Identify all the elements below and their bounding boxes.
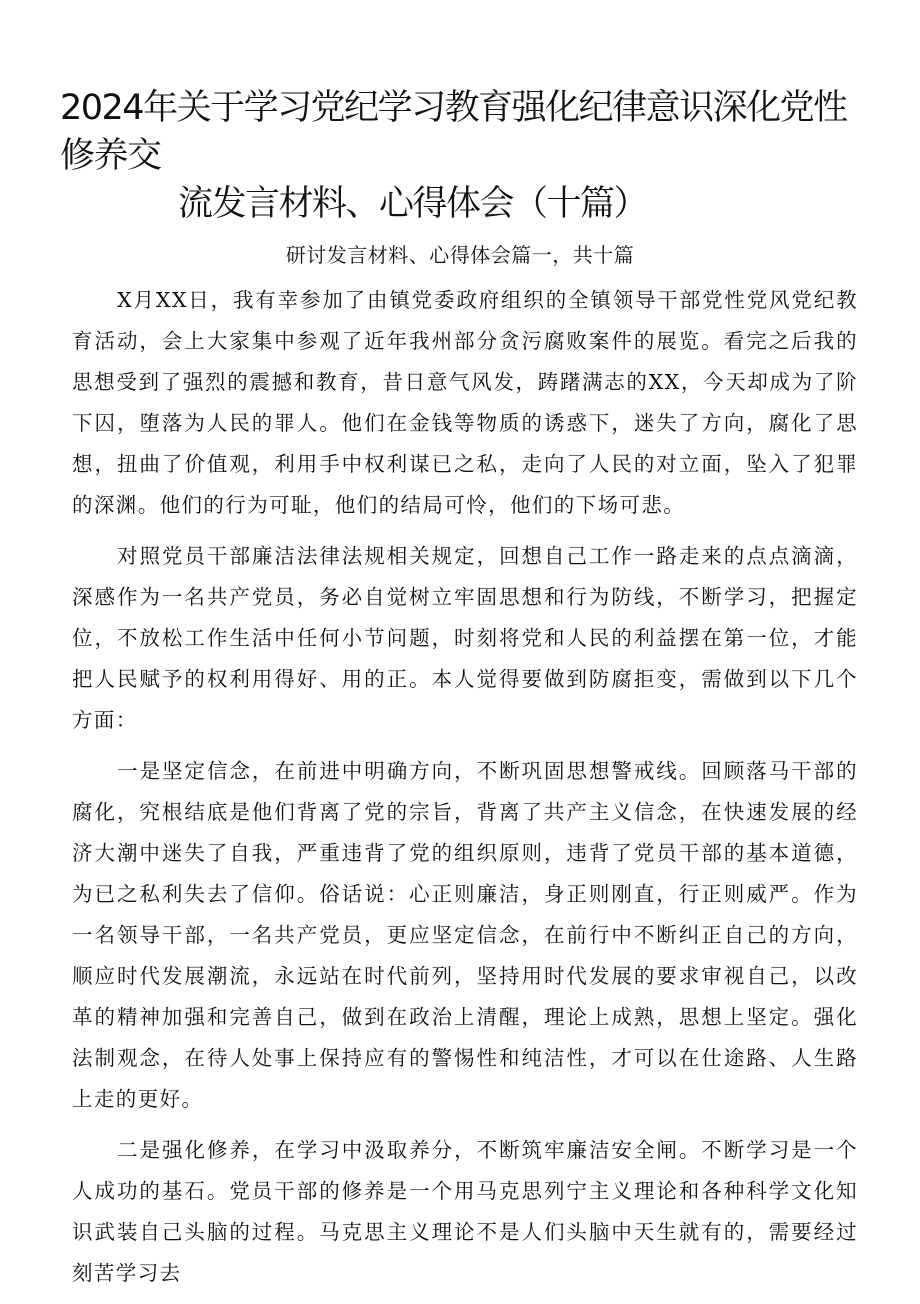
title-line-1: 2024年关于学习党纪学习教育强化纪律意识深化党性修养交 (60, 88, 847, 176)
paragraph-2: 对照党员干部廉洁法律法规相关规定，回想自己工作一路走来的点点滴滴，深感作为一名共产党员，务必自觉树立牢固思想和行为防线，不断学习，把握定位，不放松工作生活中任何小节问题，时刻将党和人民的利益摆在第一位，才能把人民赋予的权利用得好、用的正。本人觉得要做到防腐拒变，需做到以下几个方面： (72, 544, 858, 732)
paragraph-1: X月XX日，我有幸参加了由镇党委政府组织的全镇领导干部党性党风党纪教育活动，会上大家集中参观了近年我州部分贪污腐败案件的展览。看完之后我的思想受到了强烈的震撼和教育，昔日意气风发，踌躇满志的XX，今天却成为了阶下囚，堕落为人民的罪人。他们在金钱等物质的诱惑下，迷失了方向，腐化了思想，扭曲了价值观，利用手中权利谋已之私，走向了人民的对立面，坠入了犯罪的深渊。他们的行为可耻，他们的结局可怜，他们的下场可悲。 (72, 288, 858, 517)
document-title (60, 84, 860, 228)
section-subtitle: 研讨发言材料、心得体会篇一，共十篇 (285, 243, 635, 267)
title-line-2: 流发言材料、心得体会（十篇） (178, 184, 648, 224)
paragraph-3: 一是坚定信念，在前进中明确方向，不断巩固思想警戒线。回顾落马干部的腐化，究根结底是他们背离了党的宗旨，背离了共产主义信念，在快速发展的经济大潮中迷失了自我，严重违背了党的组织原则，违背了党员干部的基本道德，为已之私利失去了信仰。俗话说：心正则廉洁，身正则刚直，行正则威严。作为一名领导干部，一名共产党员，更应坚定信念，在前行中不断纠正自己的方向，顺应时代发展潮流，永远站在时代前列，坚持用时代发展的要求审视自己，以改革的精神加强和完善自己，做到在政治上清醒，理论上成熟，思想上坚定。强化法制观念，在待人处事上保持应有的警惕性和纯洁性，才可以在仕途路、人生路上走的更好。 (72, 759, 858, 1111)
document-body (72, 280, 858, 1304)
paragraph-4: 二是强化修养，在学习中汲取养分，不断筑牢廉洁安全闸。不断学习是一个人成功的基石。党员干部的修养是一个用马克思列宁主义理论和各种科学文化知识武装自己头脑的过程。马克思主义理论不是人们头脑中天生就有的，需要经过刻苦学习去 (72, 1138, 858, 1285)
